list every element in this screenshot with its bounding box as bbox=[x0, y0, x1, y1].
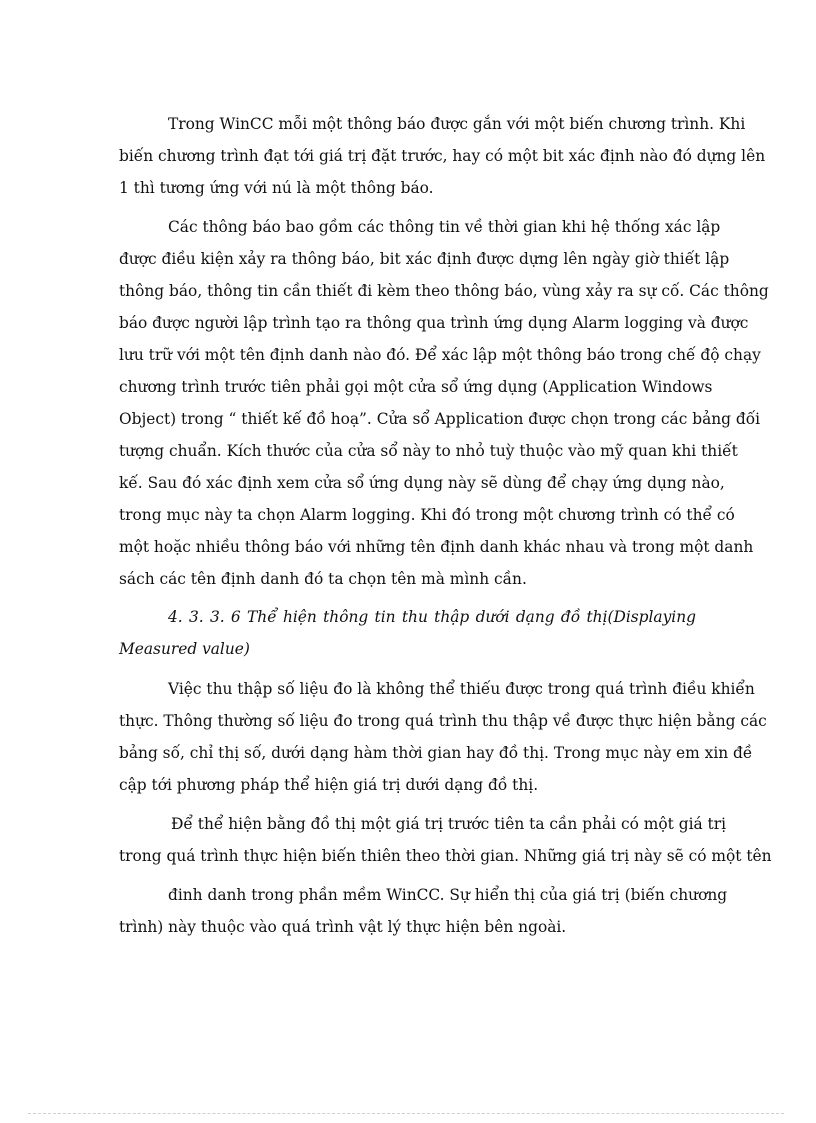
text-line: lưu trữ với một tên định danh nào đó. Để xác lập một thông báo trong chế độ chạy bbox=[119, 346, 761, 364]
text-line: báo được người lập trình tạo ra thông qua trình ứng dụng Alarm logging và được bbox=[119, 314, 749, 332]
text-line: thực. Thông thường số liệu đo trong quá trình thu thập về được thực hiện bằng các bbox=[119, 712, 767, 730]
text-line: Các thông báo bao gồm các thông tin về thời gian khi hệ thống xác lập bbox=[168, 218, 721, 236]
text-line: trình) này thuộc vào quá trình vật lý thực hiện bên ngoài. bbox=[119, 918, 567, 936]
text-line: chương trình trước tiên phải gọi một cửa sổ ứng dụng (Application Windows bbox=[119, 378, 713, 396]
text-line: Việc thu thập số liệu đo là không thể thiếu được trong quá trình điều khiển bbox=[168, 680, 755, 698]
heading-line: 4. 3. 3. 6 Thể hiện thông tin thu thập dưới dạng đồ thị(Displaying bbox=[168, 608, 696, 626]
page-bottom-rule bbox=[28, 1113, 784, 1114]
text-line: Trong WinCC mỗi một thông báo được gắn với một biến chương trình. Khi bbox=[168, 115, 746, 133]
heading-line: Measured value) bbox=[119, 640, 250, 658]
text-line: bảng số, chỉ thị số, dưới dạng hàm thời gian hay đồ thị. Trong mục này em xin đề bbox=[119, 744, 753, 762]
text-line: Để thể hiện bằng đồ thị một giá trị trước tiên ta cần phải có một giá trị bbox=[171, 815, 727, 833]
text-line: đinh danh trong phần mềm WinCC. Sự hiển thị của giá trị (biến chương bbox=[168, 886, 728, 904]
text-line: trong mục này ta chọn Alarm logging. Khi đó trong một chương trình có thể có bbox=[119, 506, 735, 524]
text-line: Object) trong “ thiết kế đồ hoạ”. Cửa sổ Application được chọn trong các bảng đối bbox=[119, 410, 761, 428]
text-line: 1 thì tương ứng với nú là một thông báo. bbox=[119, 179, 434, 197]
text-line: biến chương trình đạt tới giá trị đặt trước, hay có một bit xác định nào đó dựng lên bbox=[119, 147, 766, 165]
text-line: được điều kiện xảy ra thông báo, bit xác định được dựng lên ngày giờ thiết lập bbox=[119, 250, 730, 268]
text-line: cập tới phương pháp thể hiện giá trị dưới dạng đồ thị. bbox=[119, 776, 539, 794]
text-line: thông báo, thông tin cần thiết đi kèm theo thông báo, vùng xảy ra sự cố. Các thông bbox=[119, 282, 769, 300]
text-line: tượng chuẩn. Kích thước của cửa sổ này to nhỏ tuỳ thuộc vào mỹ quan khi thiết bbox=[119, 442, 738, 460]
text-line: trong quá trình thực hiện biến thiên theo thời gian. Những giá trị này sẽ có một tên bbox=[119, 847, 772, 865]
text-line: kế. Sau đó xác định xem cửa sổ ứng dụng này sẽ dùng để chạy ứng dụng nào, bbox=[119, 474, 725, 492]
text-line: một hoặc nhiều thông báo với những tên định danh khác nhau và trong một danh bbox=[119, 538, 754, 556]
text-line: sách các tên định danh đó ta chọn tên mà mình cần. bbox=[119, 570, 527, 588]
